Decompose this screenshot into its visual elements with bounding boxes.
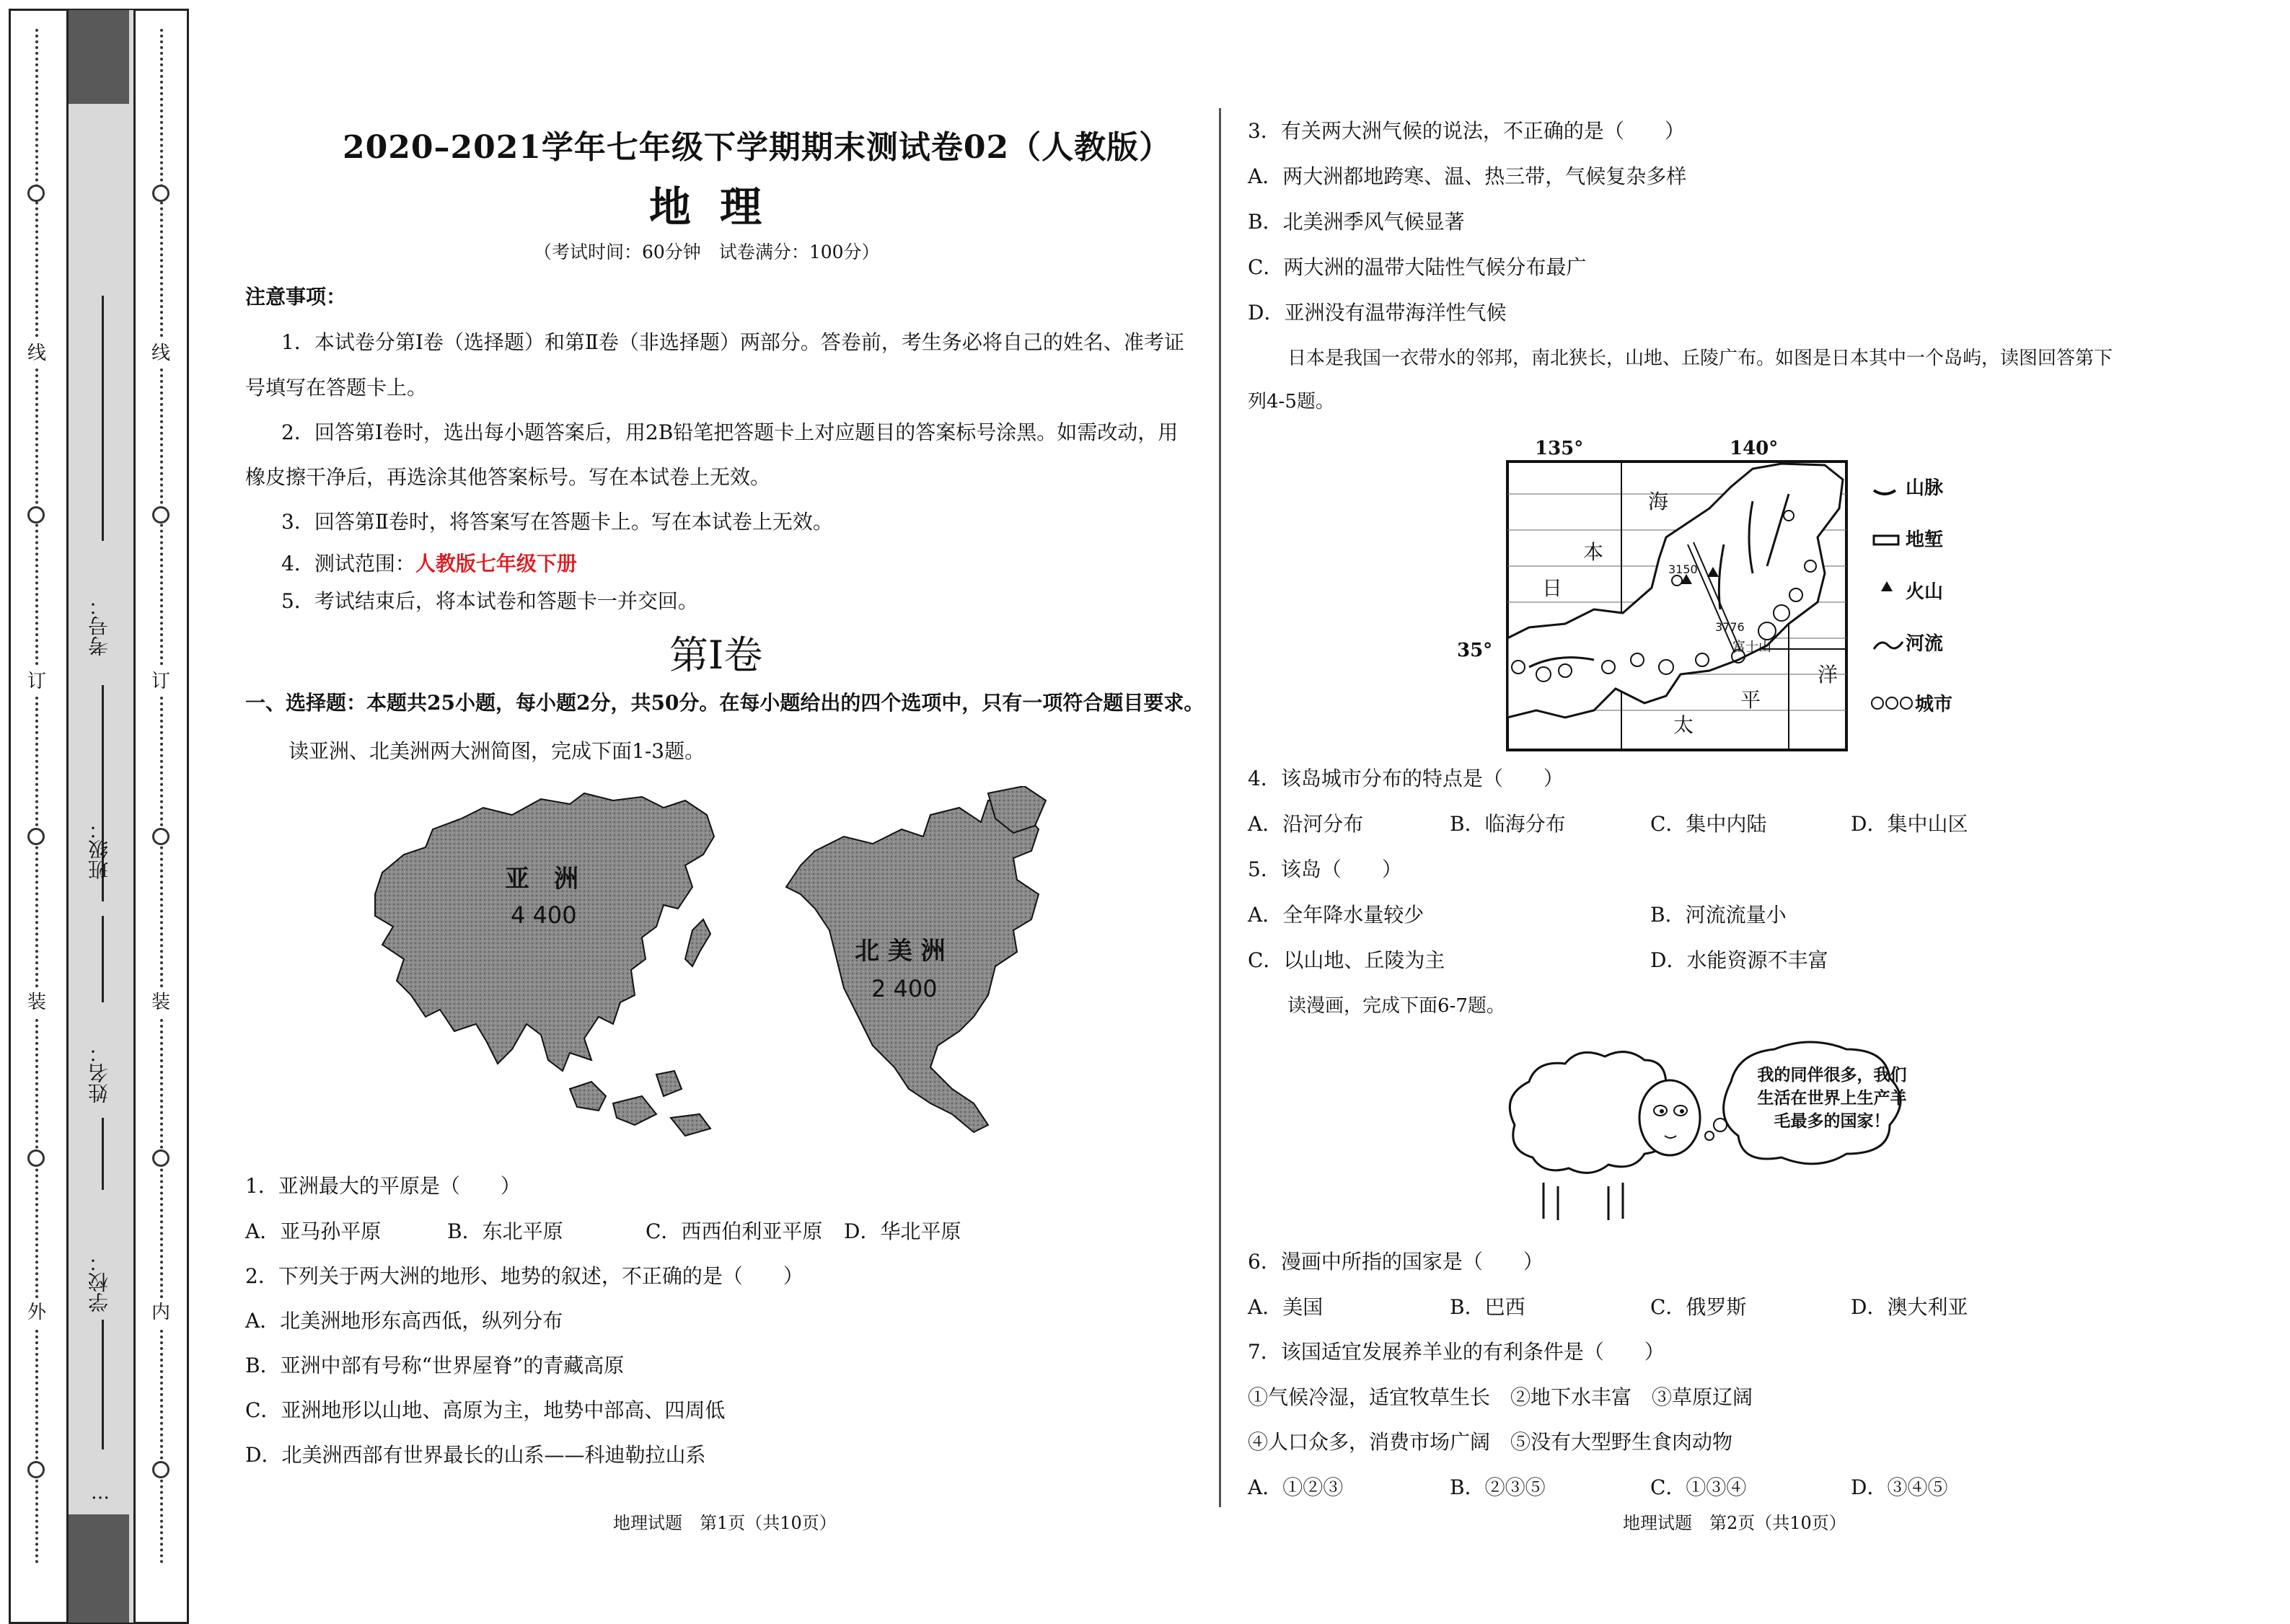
school-line[interactable] xyxy=(102,1320,104,1449)
binding-char: 外 xyxy=(22,1298,51,1327)
asia-outline xyxy=(375,793,714,1071)
legend-mountain-symbol xyxy=(1874,490,1895,494)
school-label: 学校： xyxy=(87,1252,111,1312)
japan-intro: 日本是我国一衣带水的邻邦，南北狭长，山地、丘陵广布。如图是日本其中一个岛屿，读图回答第下 xyxy=(1287,348,2113,369)
legend-label: 火山 xyxy=(1906,581,1944,603)
circle-marker xyxy=(152,506,169,524)
question-stem: 5．该岛（ ） xyxy=(1248,857,1402,881)
circle-marker xyxy=(152,185,169,202)
option-c[interactable]: C．两大洲的温带大陆性气候分布最广 xyxy=(1248,255,1587,279)
question-stem: 7．该国适宜发展养羊业的有利条件是（ ） xyxy=(1248,1340,1665,1364)
binding-char: 内 xyxy=(146,1298,175,1327)
legend-label: 地堑 xyxy=(1906,529,1944,551)
option-d[interactable]: D．华北平原 xyxy=(844,1219,961,1243)
longitude-140: 140° xyxy=(1730,438,1779,459)
north-america-value: 2 400 xyxy=(871,975,938,1002)
option-a[interactable]: A．亚马孙平原 xyxy=(245,1219,382,1243)
japan-islands xyxy=(685,919,710,966)
binding-strip xyxy=(0,0,195,1619)
bubble-line: 我的同伴很多，我们 xyxy=(1757,1065,1907,1085)
option-d[interactable]: D．③④⑤ xyxy=(1851,1475,1948,1499)
binding-char: 装 xyxy=(22,988,51,1017)
binding-char: 线 xyxy=(146,339,175,368)
bubble-text xyxy=(1742,1064,1922,1133)
legend-label: 河流 xyxy=(1906,633,1944,655)
note-range-value: 人教版七年级下册 xyxy=(415,552,577,575)
option-c[interactable]: C．西西伯利亚平原 xyxy=(646,1219,823,1243)
option-c[interactable]: C．①③④ xyxy=(1650,1475,1747,1499)
circle-marker xyxy=(27,506,45,524)
exam-number-label: 考号： xyxy=(87,596,111,656)
name-line[interactable] xyxy=(102,1118,104,1190)
bubble-line: 毛最多的国家！ xyxy=(1774,1111,1890,1131)
outer-cut-line xyxy=(35,29,38,1565)
question-stem: 4．该岛城市分布的特点是（ ） xyxy=(1248,767,1564,790)
circle-marker xyxy=(152,1461,169,1478)
exam-info: （考试时间：60分钟 试卷满分：100分） xyxy=(534,242,880,262)
question-stem: 2．下列关于两大洲的地形、地势的叙述，不正确的是（ ） xyxy=(245,1264,803,1288)
map-label: 本 xyxy=(1583,540,1604,564)
class-label: 班级： xyxy=(87,819,111,880)
legend-city-symbol xyxy=(1872,697,1883,709)
fuji-label: 富士山 xyxy=(1732,640,1771,655)
note-line: 橡皮擦干净后，再选涂其他答案标号。写在本试卷上无效。 xyxy=(245,465,771,489)
option-d[interactable]: D．亚洲没有温带海洋性气候 xyxy=(1248,301,1507,325)
binding-dots: … xyxy=(91,1482,110,1504)
note-line: 3．回答第Ⅱ卷时，将答案写在答题卡上。写在本试卷上无效。 xyxy=(281,510,833,534)
circle-marker xyxy=(152,1149,169,1167)
page-footer: 地理试题 第1页（共10页） xyxy=(613,1513,837,1533)
map-label: 平 xyxy=(1740,688,1761,712)
option-d[interactable]: D．澳大利亚 xyxy=(1851,1295,1968,1319)
map-label: 海 xyxy=(1648,490,1669,513)
option-c[interactable]: C．俄罗斯 xyxy=(1650,1295,1747,1319)
question-stem: 6．漫画中所指的国家是（ ） xyxy=(1248,1250,1543,1274)
section-heading: 一、选择题：本题共25小题，每小题2分，共50分。在每小题给出的四个选项中，只有一项符合题目要求。 xyxy=(245,691,1205,715)
note-line: 号填写在答题卡上。 xyxy=(245,376,428,400)
japan-island-map xyxy=(1450,429,1955,761)
bubble-line: 生活在世界上生产羊 xyxy=(1757,1088,1907,1108)
note-line-range xyxy=(281,550,577,578)
north-america-outline xyxy=(786,800,1039,1132)
circle-marker xyxy=(27,1149,45,1167)
band-bottom-block xyxy=(69,1514,129,1623)
name-label: 姓名： xyxy=(87,1043,111,1103)
inner-cut-line xyxy=(160,29,163,1565)
subject-title: 地理 xyxy=(649,182,791,231)
page-footer: 地理试题 第2页（共10页） xyxy=(1623,1513,1846,1533)
circle-marker xyxy=(27,1461,45,1478)
condition-line: ①气候冷湿，适宜牧草生长 ②地下水丰富 ③草原辽阔 xyxy=(1248,1385,1753,1409)
exam-page-2 xyxy=(1233,0,2193,1619)
question-stem: 1．亚洲最大的平原是（ ） xyxy=(245,1174,521,1198)
option-a[interactable]: A．美国 xyxy=(1248,1295,1324,1319)
latitude-35: 35° xyxy=(1457,640,1493,661)
legend-label: 山脉 xyxy=(1906,477,1944,499)
option-d[interactable]: D．集中山区 xyxy=(1851,812,1968,836)
legend-graben-symbol xyxy=(1874,536,1898,544)
legend-city-symbol xyxy=(1901,697,1912,709)
asia-value: 4 400 xyxy=(511,901,577,929)
note-line: 1．本试卷分第Ⅰ卷（选择题）和第Ⅱ卷（非选择题）两部分。答卷前，考生务必将自己的姓名、准考证 xyxy=(281,330,1184,354)
map-legend xyxy=(1872,477,1952,715)
note-range-prefix: 4．测试范围： xyxy=(281,552,415,575)
option-d[interactable]: D．北美洲西部有世界最长的山系——科迪勒拉山系 xyxy=(245,1443,706,1467)
option-d[interactable]: D．水能资源不丰富 xyxy=(1650,948,1828,972)
map-intro: 读亚洲、北美洲两大洲简图，完成下面1-3题。 xyxy=(289,739,705,763)
option-b[interactable]: B．北美洲季风气候显著 xyxy=(1248,210,1465,234)
sheep-head xyxy=(1639,1080,1700,1155)
band-top-block xyxy=(69,10,129,104)
binding-char: 订 xyxy=(146,667,175,696)
binding-char: 线 xyxy=(22,339,51,368)
southeast-asia-islands xyxy=(570,1071,710,1136)
legend-river-symbol xyxy=(1874,642,1903,649)
continents-map xyxy=(353,786,1111,1161)
map-label: 太 xyxy=(1673,713,1694,737)
note-line: 5．考试结束后，将本试卷和答题卡一并交回。 xyxy=(281,589,698,613)
map-label: 洋 xyxy=(1818,663,1838,687)
option-c[interactable]: C．亚洲地形以山地、高原为主，地势中部高、四周低 xyxy=(245,1398,726,1422)
option-c[interactable]: C．以山地、丘陵为主 xyxy=(1248,948,1445,972)
peak-elevation: 3150 xyxy=(1668,562,1698,576)
sheep-legs xyxy=(1543,1183,1623,1220)
asia-label: 亚 洲 xyxy=(505,865,578,893)
class-line-2[interactable] xyxy=(102,916,104,1002)
circle-marker xyxy=(27,185,45,202)
option-a[interactable]: A．①②③ xyxy=(1248,1475,1344,1499)
circle-marker xyxy=(152,828,169,845)
option-b[interactable]: B．②③⑤ xyxy=(1450,1475,1546,1499)
north-america-label: 北 美 洲 xyxy=(855,937,946,966)
exam-title: 2020–2021学年七年级下学期期末测试卷02（人教版） xyxy=(343,129,1172,166)
option-b[interactable]: B．亚洲中部有号称“世界屋脊”的青藏高原 xyxy=(245,1354,625,1377)
option-a[interactable]: A．两大洲都地跨寒、温、热三带，气候复杂多样 xyxy=(1248,164,1687,188)
thought-dot xyxy=(1705,1131,1714,1140)
legend-city-symbol xyxy=(1886,697,1898,709)
notes-heading: 注意事项： xyxy=(245,285,347,309)
option-b[interactable]: B．河流流量小 xyxy=(1650,903,1787,927)
peak-elevation: 3776 xyxy=(1715,620,1745,634)
longitude-135: 135° xyxy=(1535,438,1584,459)
option-a[interactable]: A．全年降水量较少 xyxy=(1248,903,1424,927)
circle-marker xyxy=(27,828,45,845)
condition-line: ④人口众多，消费市场广阔 ⑤没有大型野生食肉动物 xyxy=(1248,1430,1733,1454)
exam-number-line[interactable] xyxy=(102,296,104,541)
binding-char: 装 xyxy=(146,988,175,1017)
cartoon-intro: 读漫画，完成下面6-7题。 xyxy=(1287,995,1505,1017)
volume-title: 第Ⅰ卷 xyxy=(669,632,763,678)
option-b[interactable]: B．东北平原 xyxy=(447,1219,563,1243)
page-divider xyxy=(1219,108,1221,1507)
japan-intro-cont: 列4-5题。 xyxy=(1248,391,1334,412)
question-stem: 3．有关两大洲气候的说法，不正确的是（ ） xyxy=(1248,119,1685,143)
exam-page-1 xyxy=(238,0,1219,1619)
option-a[interactable]: A．北美洲地形东高西低，纵列分布 xyxy=(245,1309,563,1333)
map-label: 日 xyxy=(1542,576,1563,600)
note-line: 2．回答第Ⅰ卷时，选出每小题答案后，用2B铅笔把答题卡上对应题目的答案标号涂黑。如需改动，用 xyxy=(281,420,1179,444)
legend-label: 城市 xyxy=(1915,694,1953,715)
binding-char: 订 xyxy=(22,667,51,696)
option-b[interactable]: B．临海分布 xyxy=(1450,812,1566,836)
option-a[interactable]: A．沿河分布 xyxy=(1248,812,1364,836)
option-b[interactable]: B．巴西 xyxy=(1450,1295,1525,1319)
option-c[interactable]: C．集中内陆 xyxy=(1650,812,1767,836)
legend-volcano-symbol xyxy=(1881,581,1893,591)
